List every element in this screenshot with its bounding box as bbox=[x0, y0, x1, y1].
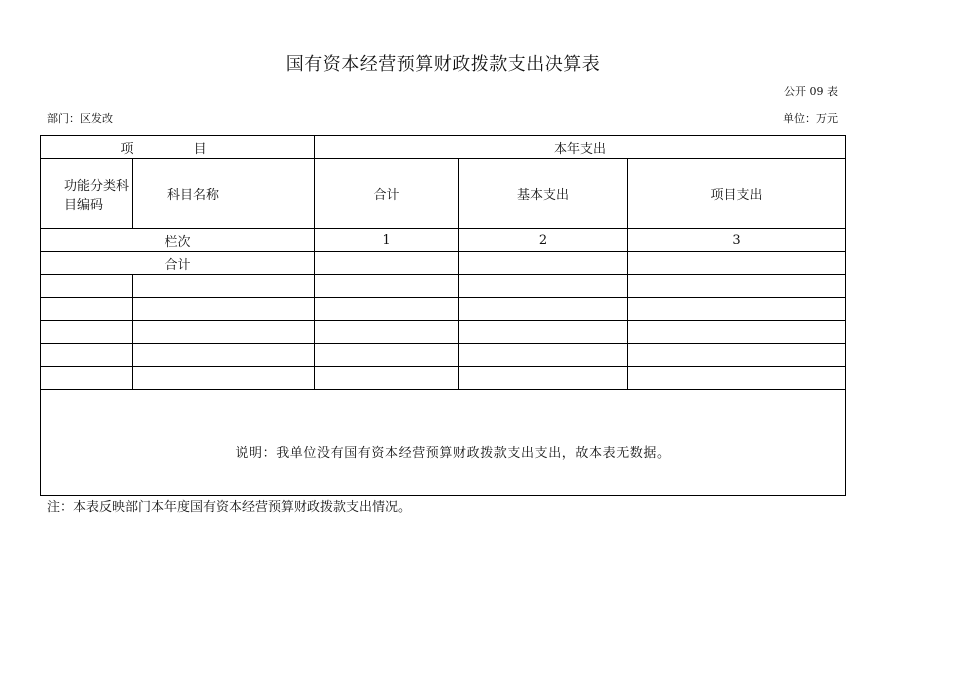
total-cell bbox=[459, 252, 628, 275]
table-note: 说明：我单位没有国有资本经营预算财政拨款支出支出，故本表无数据。 bbox=[41, 390, 846, 496]
column-number-3: 3 bbox=[628, 229, 846, 252]
col-header-project: 项目支出 bbox=[628, 159, 846, 229]
expenditure-table bbox=[40, 135, 846, 496]
unit-label: 单位：万元 bbox=[783, 112, 838, 125]
total-cell bbox=[315, 252, 459, 275]
total-cell bbox=[628, 252, 846, 275]
table-row bbox=[41, 321, 846, 344]
table-row bbox=[41, 367, 846, 390]
row-total-label: 合计 bbox=[41, 252, 315, 275]
col-header-basic: 基本支出 bbox=[459, 159, 628, 229]
col-header-code: 功能分类科目编码 bbox=[41, 159, 133, 229]
header-current-year: 本年支出 bbox=[315, 136, 846, 159]
form-number: 公开 09 表 bbox=[784, 85, 838, 98]
footer-note: 注：本表反映部门本年度国有资本经营预算财政拨款支出情况。 bbox=[47, 500, 412, 515]
table-row bbox=[41, 275, 846, 298]
header-item bbox=[41, 136, 315, 159]
department-label: 部门：区发改 bbox=[47, 112, 113, 125]
row-column-label: 栏次 bbox=[41, 229, 315, 252]
column-number-1: 1 bbox=[315, 229, 459, 252]
col-header-total: 合计 bbox=[315, 159, 459, 229]
header-item-label: 项 目 bbox=[120, 141, 235, 157]
page-title: 国有资本经营预算财政拨款支出决算表 bbox=[285, 54, 601, 75]
col-header-name: 科目名称 bbox=[133, 159, 315, 229]
table-row bbox=[41, 298, 846, 321]
table-row bbox=[41, 344, 846, 367]
column-number-2: 2 bbox=[459, 229, 628, 252]
